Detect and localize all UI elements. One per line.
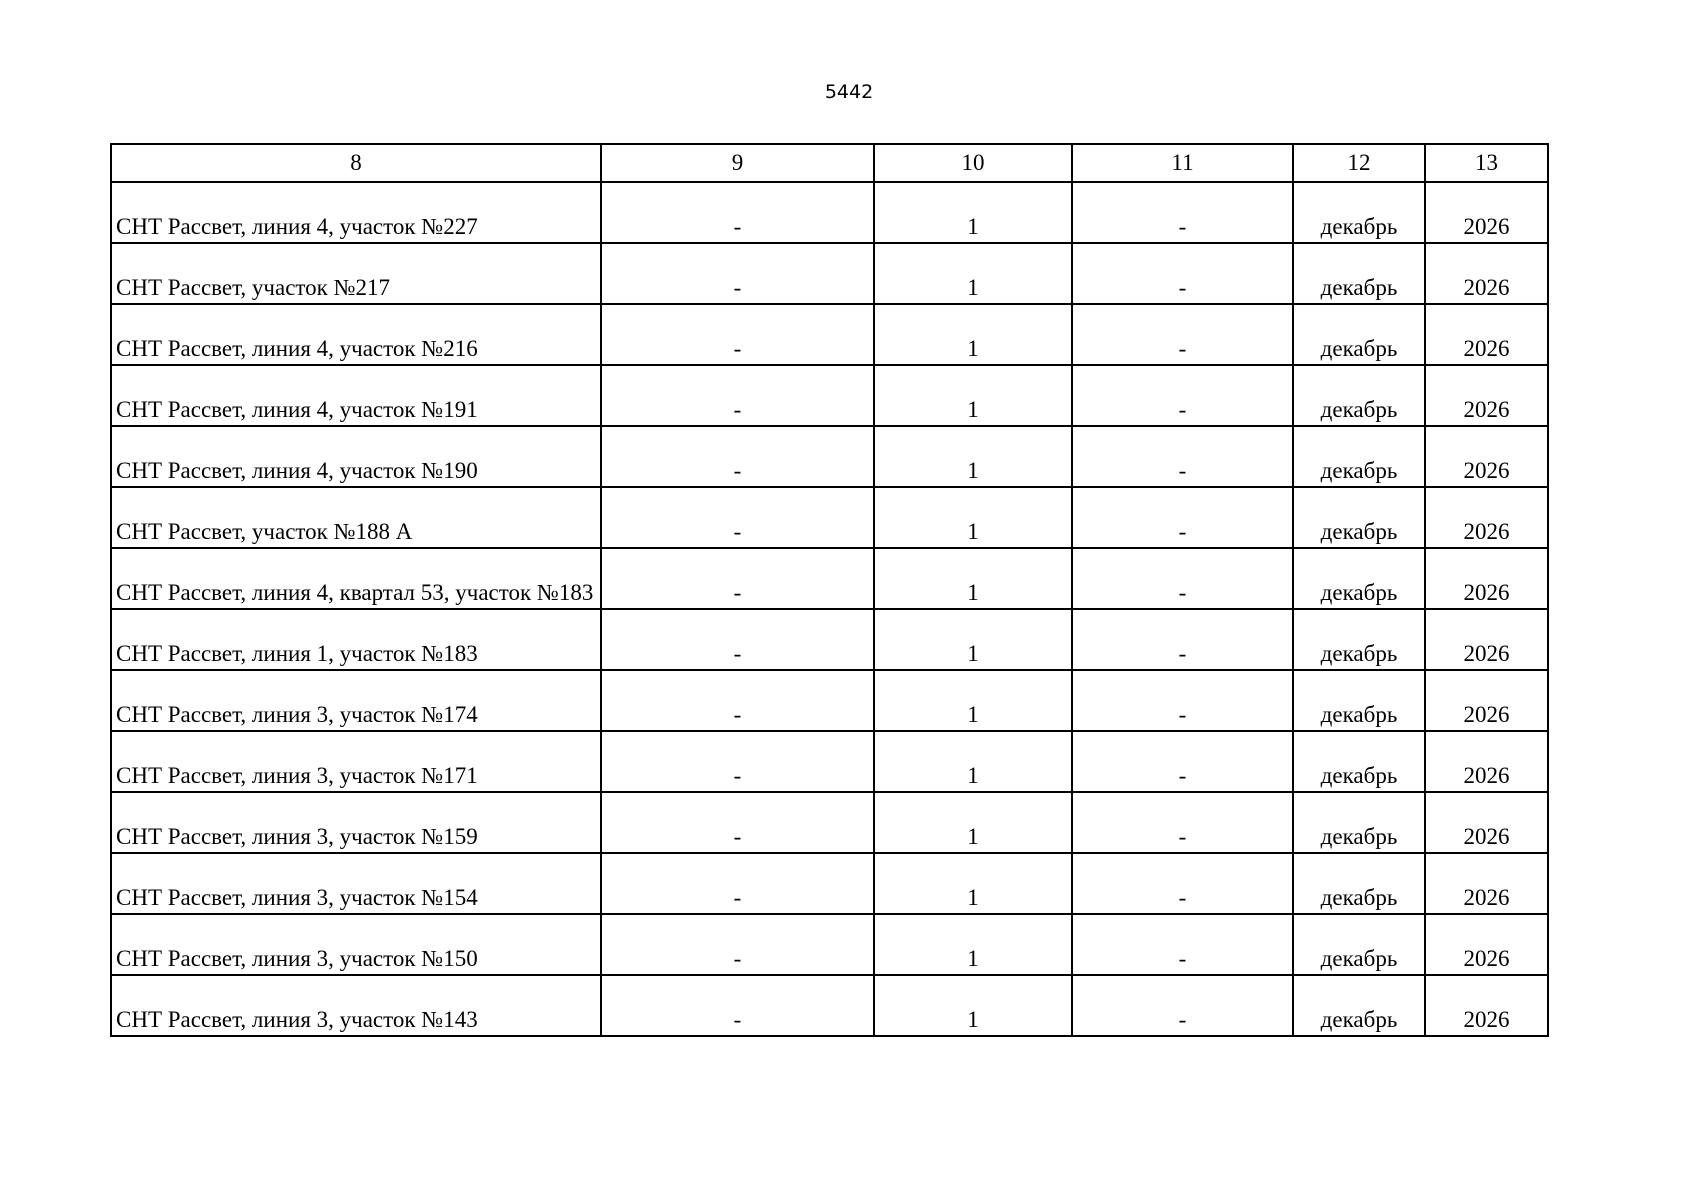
table-row (111, 426, 1548, 487)
header-cell-9: 9 (601, 144, 874, 182)
table-row (111, 548, 1548, 609)
address-cell: СНТ Рассвет, линия 3, участок №154 (111, 853, 601, 914)
col11-cell: - (1072, 182, 1293, 243)
col9-cell: - (601, 304, 874, 365)
year-cell: 2026 (1425, 548, 1548, 609)
col9-cell: - (601, 182, 874, 243)
col10-cell: 1 (874, 670, 1072, 731)
col11-cell: - (1072, 731, 1293, 792)
year-cell: 2026 (1425, 792, 1548, 853)
address-cell: СНТ Рассвет, линия 3, участок №171 (111, 731, 601, 792)
col11-cell: - (1072, 853, 1293, 914)
col10-cell: 1 (874, 548, 1072, 609)
col9-cell: - (601, 426, 874, 487)
month-cell: декабрь (1293, 609, 1425, 670)
table-row (111, 975, 1548, 1036)
month-cell: декабрь (1293, 304, 1425, 365)
table-row (111, 853, 1548, 914)
month-cell: декабрь (1293, 792, 1425, 853)
col11-cell: - (1072, 487, 1293, 548)
col11-cell: - (1072, 792, 1293, 853)
col11-cell: - (1072, 670, 1293, 731)
col11-cell: - (1072, 914, 1293, 975)
table-row (111, 609, 1548, 670)
col11-cell: - (1072, 609, 1293, 670)
table-row (111, 304, 1548, 365)
page-number: 5442 (824, 81, 874, 103)
col10-cell: 1 (874, 487, 1072, 548)
col10-cell: 1 (874, 914, 1072, 975)
address-cell: СНТ Рассвет, линия 4, участок №227 (111, 182, 601, 243)
col10-cell: 1 (874, 243, 1072, 304)
month-cell: декабрь (1293, 914, 1425, 975)
address-cell: СНТ Рассвет, участок №217 (111, 243, 601, 304)
month-cell: декабрь (1293, 853, 1425, 914)
month-cell: декабрь (1293, 182, 1425, 243)
address-cell: СНТ Рассвет, линия 4, участок №216 (111, 304, 601, 365)
table-row (111, 182, 1548, 243)
col9-cell: - (601, 365, 874, 426)
col9-cell: - (601, 731, 874, 792)
year-cell: 2026 (1425, 731, 1548, 792)
address-cell: СНТ Рассвет, участок №188 А (111, 487, 601, 548)
col10-cell: 1 (874, 304, 1072, 365)
address-cell: СНТ Рассвет, линия 1, участок №183 (111, 609, 601, 670)
table-row (111, 487, 1548, 548)
year-cell: 2026 (1425, 487, 1548, 548)
year-cell: 2026 (1425, 853, 1548, 914)
col9-cell: - (601, 609, 874, 670)
month-cell: декабрь (1293, 975, 1425, 1036)
data-table (110, 143, 1549, 1037)
col9-cell: - (601, 914, 874, 975)
col9-cell: - (601, 975, 874, 1036)
col9-cell: - (601, 243, 874, 304)
address-cell: СНТ Рассвет, линия 4, участок №191 (111, 365, 601, 426)
month-cell: декабрь (1293, 426, 1425, 487)
month-cell: декабрь (1293, 731, 1425, 792)
year-cell: 2026 (1425, 304, 1548, 365)
month-cell: декабрь (1293, 365, 1425, 426)
col9-cell: - (601, 670, 874, 731)
year-cell: 2026 (1425, 182, 1548, 243)
year-cell: 2026 (1425, 426, 1548, 487)
month-cell: декабрь (1293, 670, 1425, 731)
header-cell-11: 11 (1072, 144, 1293, 182)
address-cell: СНТ Рассвет, линия 4, квартал 53, участок №183 (111, 548, 601, 609)
table-row (111, 243, 1548, 304)
col11-cell: - (1072, 975, 1293, 1036)
col10-cell: 1 (874, 365, 1072, 426)
col9-cell: - (601, 792, 874, 853)
col10-cell: 1 (874, 975, 1072, 1036)
address-cell: СНТ Рассвет, линия 3, участок №150 (111, 914, 601, 975)
year-cell: 2026 (1425, 975, 1548, 1036)
col9-cell: - (601, 853, 874, 914)
address-cell: СНТ Рассвет, линия 3, участок №174 (111, 670, 601, 731)
year-cell: 2026 (1425, 365, 1548, 426)
table-row (111, 792, 1548, 853)
col10-cell: 1 (874, 853, 1072, 914)
year-cell: 2026 (1425, 243, 1548, 304)
table-row (111, 365, 1548, 426)
col11-cell: - (1072, 365, 1293, 426)
address-cell: СНТ Рассвет, линия 3, участок №143 (111, 975, 601, 1036)
header-cell-12: 12 (1293, 144, 1425, 182)
month-cell: декабрь (1293, 548, 1425, 609)
header-cell-10: 10 (874, 144, 1072, 182)
header-cell-8: 8 (111, 144, 601, 182)
address-cell: СНТ Рассвет, линия 3, участок №159 (111, 792, 601, 853)
col10-cell: 1 (874, 792, 1072, 853)
col11-cell: - (1072, 426, 1293, 487)
col11-cell: - (1072, 304, 1293, 365)
year-cell: 2026 (1425, 914, 1548, 975)
table-row (111, 914, 1548, 975)
col10-cell: 1 (874, 426, 1072, 487)
header-row (111, 144, 1548, 182)
col10-cell: 1 (874, 182, 1072, 243)
year-cell: 2026 (1425, 609, 1548, 670)
header-cell-13: 13 (1425, 144, 1548, 182)
col11-cell: - (1072, 243, 1293, 304)
col11-cell: - (1072, 548, 1293, 609)
month-cell: декабрь (1293, 487, 1425, 548)
address-cell: СНТ Рассвет, линия 4, участок №190 (111, 426, 601, 487)
col9-cell: - (601, 487, 874, 548)
year-cell: 2026 (1425, 670, 1548, 731)
month-cell: декабрь (1293, 243, 1425, 304)
table-row (111, 670, 1548, 731)
col10-cell: 1 (874, 731, 1072, 792)
col10-cell: 1 (874, 609, 1072, 670)
col9-cell: - (601, 548, 874, 609)
table-row (111, 731, 1548, 792)
